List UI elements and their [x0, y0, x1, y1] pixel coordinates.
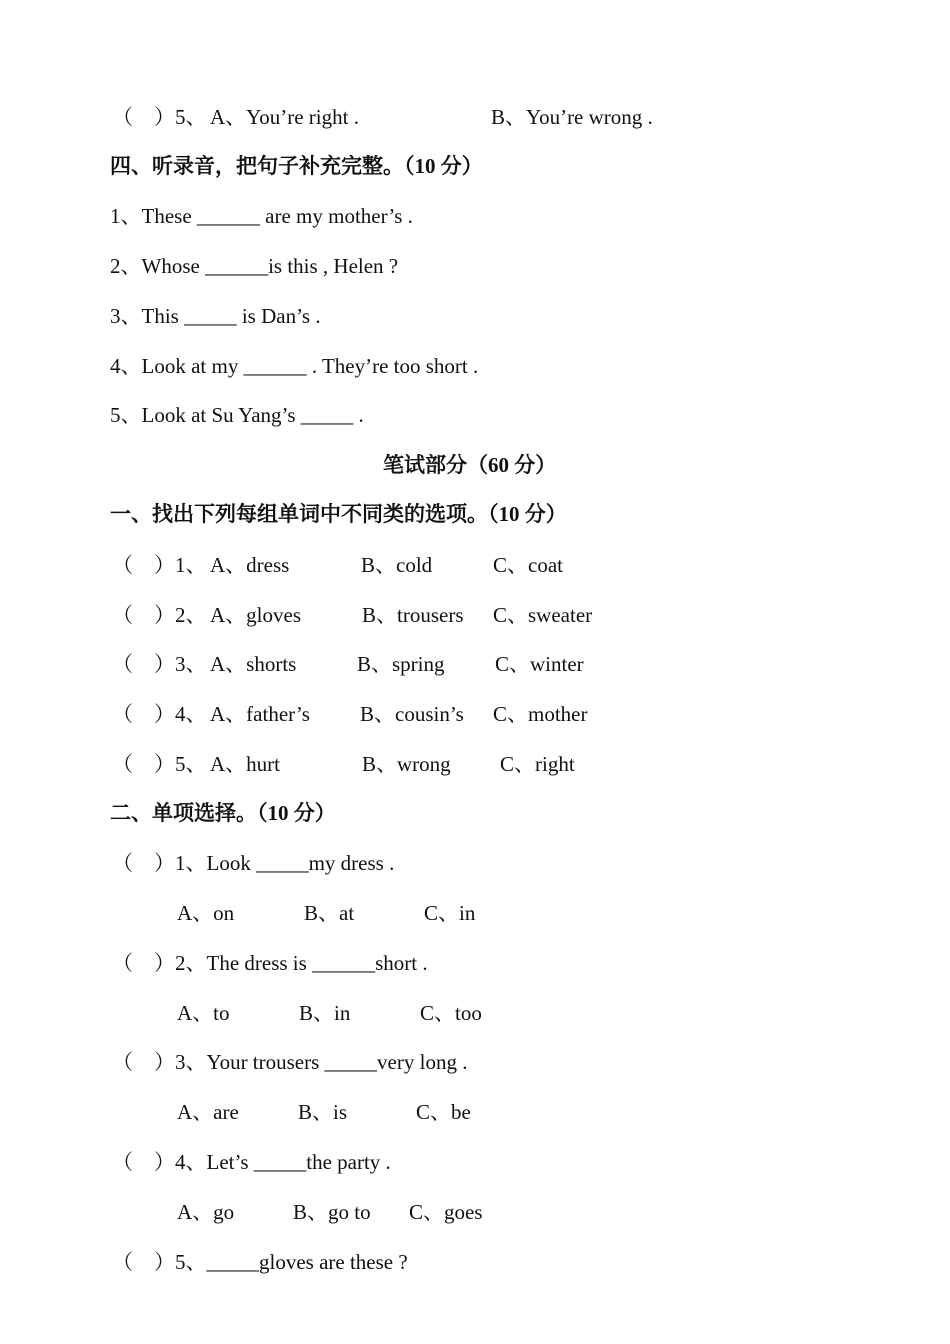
- question-paren: （ ）: [112, 851, 175, 875]
- section-heading: 二、单项选择。（10 分）: [110, 801, 336, 825]
- option-c: C、in: [424, 901, 476, 925]
- option-b: B、cold: [361, 553, 433, 577]
- option-c: C、mother: [493, 702, 588, 726]
- option-c: C、right: [500, 752, 575, 776]
- option-a: A、father’s: [210, 702, 310, 726]
- fill-sentence: 2、Whose ______is this , Helen ?: [110, 254, 399, 278]
- question-paren: （ ）: [112, 1150, 175, 1174]
- option-a: A、go: [177, 1200, 235, 1224]
- option-b: B、spring: [357, 652, 445, 676]
- question-paren: （ ）: [112, 951, 175, 975]
- question-paren: （ ）: [112, 553, 175, 577]
- option-b: B、is: [298, 1100, 348, 1124]
- option-b: B、wrong: [362, 752, 451, 776]
- option-b: B、at: [304, 901, 355, 925]
- question-text: 1、Look _____my dress .: [175, 851, 395, 875]
- question-number: 4、: [175, 702, 207, 726]
- option-a: A、shorts: [210, 652, 297, 676]
- option-a: A、are: [177, 1100, 239, 1124]
- part-title: 笔试部分（60 分）: [383, 453, 557, 477]
- question-text: 5、_____gloves are these ?: [175, 1250, 408, 1274]
- option-a: A、You’re right .: [210, 105, 359, 129]
- option-a: A、gloves: [210, 603, 301, 627]
- fill-sentence: 3、This _____ is Dan’s .: [110, 304, 321, 328]
- option-a: A、to: [177, 1001, 230, 1025]
- fill-sentence: 1、These ______ are my mother’s .: [110, 204, 413, 228]
- option-b: B、in: [299, 1001, 351, 1025]
- option-c: C、coat: [493, 553, 563, 577]
- question-text: 2、The dress is ______short .: [175, 951, 428, 975]
- question-paren: （ ）: [112, 652, 175, 676]
- question-paren: （ ）: [112, 702, 175, 726]
- question-text: 4、Let’s _____the party .: [175, 1150, 391, 1174]
- question-number: 1、: [175, 553, 207, 577]
- question-number: 5、: [175, 752, 207, 776]
- question-paren: （ ）: [112, 1250, 175, 1274]
- fill-sentence: 5、Look at Su Yang’s _____ .: [110, 403, 364, 427]
- section-heading: 四、听录音，把句子补充完整。（10 分）: [110, 154, 483, 178]
- option-c: C、be: [416, 1100, 471, 1124]
- question-text: 3、Your trousers _____very long .: [175, 1050, 468, 1074]
- question-paren: （ ）: [112, 752, 175, 776]
- option-a: A、on: [177, 901, 235, 925]
- question-number: 5、: [175, 105, 207, 129]
- option-c: C、goes: [409, 1200, 483, 1224]
- option-c: C、winter: [495, 652, 584, 676]
- option-b: B、cousin’s: [360, 702, 464, 726]
- option-a: A、hurt: [210, 752, 280, 776]
- option-c: C、too: [420, 1001, 482, 1025]
- option-b: B、go to: [293, 1200, 371, 1224]
- question-paren: （ ）: [112, 603, 175, 627]
- option-a: A、dress: [210, 553, 290, 577]
- question-number: 2、: [175, 603, 207, 627]
- question-number: 3、: [175, 652, 207, 676]
- question-paren: （ ）: [112, 105, 175, 129]
- option-c: C、sweater: [493, 603, 593, 627]
- question-paren: （ ）: [112, 1050, 175, 1074]
- fill-sentence: 4、Look at my ______ . They’re too short .: [110, 354, 479, 378]
- option-b: B、You’re wrong .: [491, 105, 653, 129]
- option-b: B、trousers: [362, 603, 464, 627]
- section-heading: 一、找出下列每组单词中不同类的选项。（10 分）: [110, 502, 567, 526]
